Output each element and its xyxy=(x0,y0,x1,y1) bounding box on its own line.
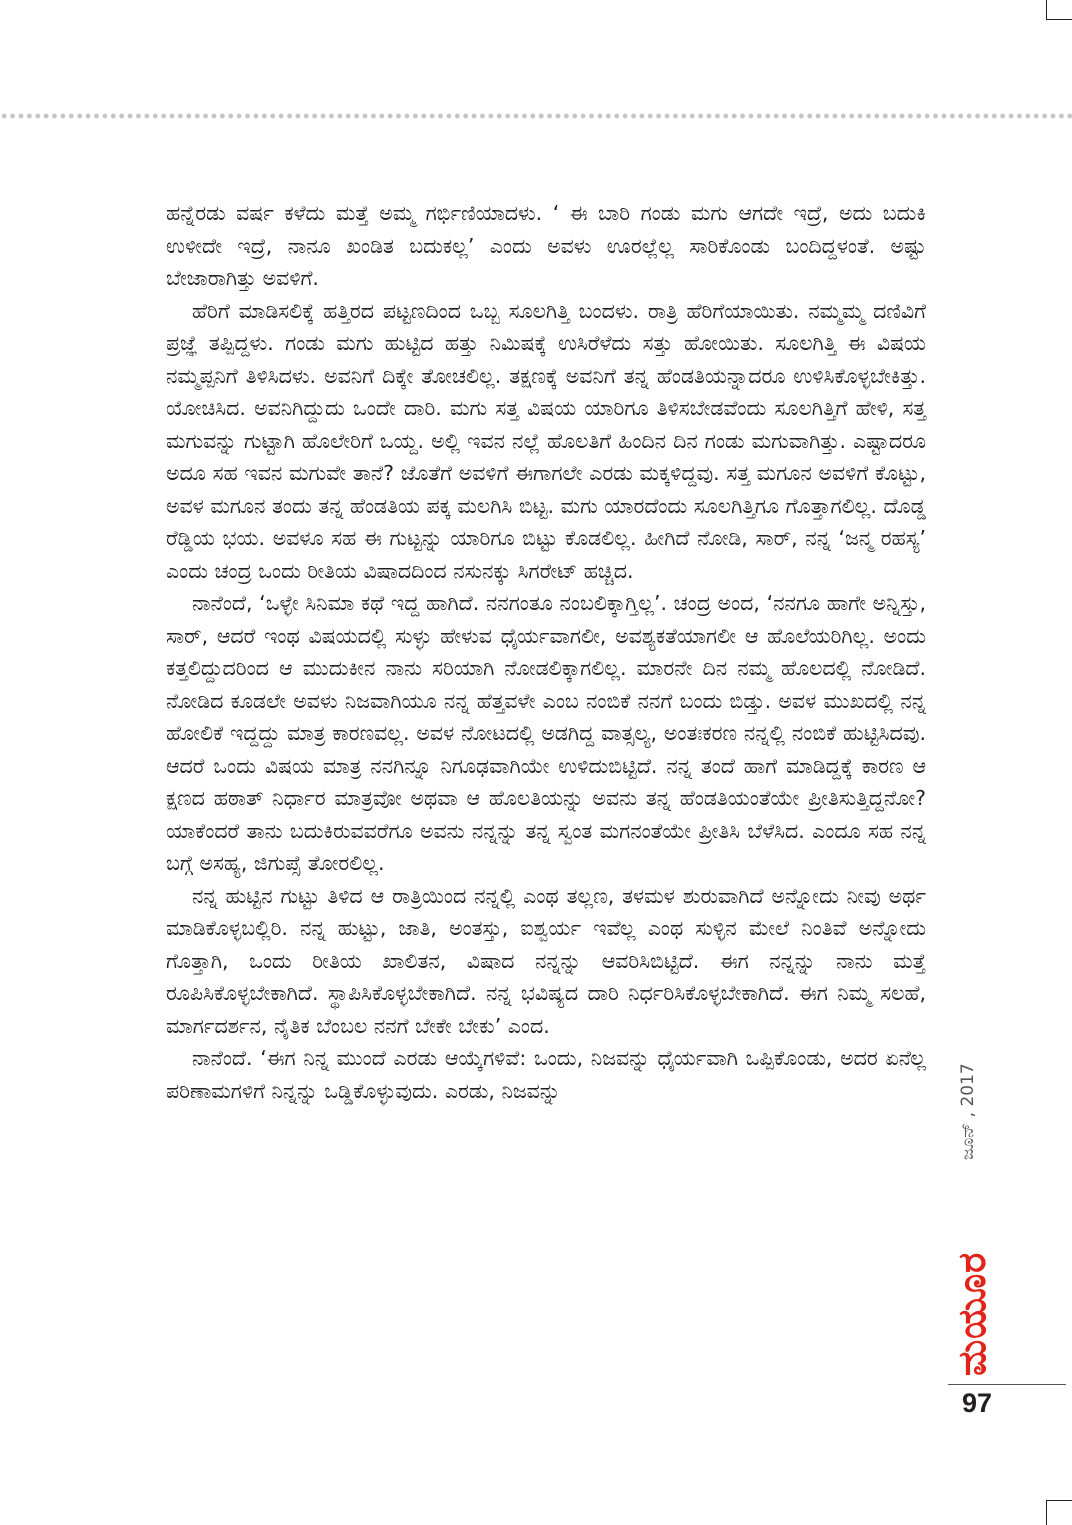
paragraph: ನನ್ನ ಹುಟ್ಟಿನ ಗುಟ್ಟು ತಿಳಿದ ಆ ರಾತ್ರಿಯಿಂದ ನನ್ನಲ್ಲಿ ಎಂಥ ತಲ್ಲಣ, ತಳಮಳ ಶುರುವಾಗಿದೆ ಅನ್ನೋದು ನೀವು ಅರ್ಥ ಮಾಡಿಕೊಳ್ಳಬಲ್ಲಿರಿ. ನನ್ನ ಹುಟ್ಟು, ಜಾತಿ, ಅಂತಸ್ತು, ಐಶ್ವರ್ಯ ಇವೆಲ್ಲ ಎಂಥ ಸುಳ್ಳಿನ ಮೇಲೆ ನಿಂತಿವೆ ಅನ್ನೋದು ಗೊತ್ತಾಗಿ, ಒಂದು ರೀತಿಯ ಖಾಲಿತನ, ವಿಷಾದ ನನ್ನನ್ನು ಆವರಿಸಿಬಿಟ್ಟಿದೆ. ಈಗ ನನ್ನನ್ನು ನಾನು ಮತ್ತೆ ರೂಪಿಸಿಕೊಳ್ಳಬೇಕಾಗಿದೆ. ಸ್ಥಾಪಿಸಿಕೊಳ್ಳಬೇಕಾಗಿದೆ. ನನ್ನ ಭವಿಷ್ಯದ ದಾರಿ ನಿರ್ಧರಿಸಿಕೊಳ್ಳಬೇಕಾಗಿದೆ. ಈಗ ನಿಮ್ಮ ಸಲಹೆ, ಮಾರ್ಗದರ್ಶನ, ನೈತಿಕ ಬೆಂಬಲ ನನಗೆ ಬೇಕೇ ಬೇಕು’ ಎಂದ. xyxy=(166,883,926,1038)
crop-mark-bottom-horizontal xyxy=(1046,1500,1072,1501)
issue-date: ಜೂನ್ , 2017 xyxy=(958,1063,978,1160)
paragraph: ಹನ್ನೆರಡು ವರ್ಷ ಕಳೆದು ಮತ್ತೆ ಅಮ್ಮ ಗರ್ಭಿಣಿಯಾದಳು. ‘ ಈ ಬಾರಿ ಗಂಡು ಮಗು ಆಗದೇ ಇದ್ರೆ, ಅದು ಬದುಕಿ ಉಳೀದೇ ಇದ್ರೆ, ನಾನೂ ಖಂಡಿತ ಬದುಕಲ್ಲ’ ಎಂದು ಅವಳು ಊರಲ್ಲೆಲ್ಲ ಸಾರಿಕೊಂಡು ಬಂದಿದ್ದಳಂತೆ. ಅಷ್ಟು ಬೇಜಾರಾಗಿತ್ತು ಅವಳಿಗೆ. xyxy=(166,201,926,290)
dotted-header-rule xyxy=(0,112,1072,120)
paragraph: ಹೆರಿಗೆ ಮಾಡಿಸಲಿಕ್ಕೆ ಹತ್ತಿರದ ಪಟ್ಟಣದಿಂದ ಒಬ್ಬ ಸೂಲಗಿತ್ತಿ ಬಂದಳು. ರಾತ್ರಿ ಹೆರಿಗೆಯಾಯಿತು. ನಮ್ಮಮ್ಮ ದಣಿವಿಗೆ ಪ್ರಜ್ಞೆ ತಪ್ಪಿದ್ದಳು. ಗಂಡು ಮಗು ಹುಟ್ಟಿದ ಹತ್ತು ನಿಮಿಷಕ್ಕೆ ಉಸಿರೆಳೆದು ಸತ್ತು ಹೋಯಿತು. ಸೂಲಗಿತ್ತಿ ಈ ವಿಷಯ ನಮ್ಮಪ್ಪನಿಗೆ ತಿಳಿಸಿದಳು. ಅವನಿಗೆ ದಿಕ್ಕೇ ತೋಚಲಿಲ್ಲ. ತಕ್ಷಣಕ್ಕೆ ಅವನಿಗೆ ತನ್ನ ಹೆಂಡತಿಯನ್ನಾದರೂ ಉಳಿಸಿಕೊಳ್ಳಬೇಕಿತ್ತು. ಯೋಚಿಸಿದ. ಅವನಿಗಿದ್ದುದು ಒಂದೇ ದಾರಿ. ಮಗು ಸತ್ತ ವಿಷಯ ಯಾರಿಗೂ ತಿಳಿಸಬೇಡವೆಂದು ಸೂಲಗಿತ್ತಿಗೆ ಹೇಳಿ, ಸತ್ತ ಮಗುವನ್ನು ಗುಟ್ಟಾಗಿ ಹೊಲೇರಿಗೆ ಒಯ್ದ. ಅಲ್ಲಿ ಇವನ ನಲ್ಲೆ ಹೊಲತಿಗೆ ಹಿಂದಿನ ದಿನ ಗಂಡು ಮಗುವಾಗಿತ್ತು. ಎಷ್ಟಾದರೂ ಅದೂ ಸಹ ಇವನ ಮಗುವೇ ತಾನೆ? ಜೊತೆಗೆ ಅವಳಿಗೆ ಈಗಾಗಲೇ ಎರಡು ಮಕ್ಕಳಿದ್ದವು. ಸತ್ತ ಮಗೂನ ಅವಳಿಗೆ ಕೊಟ್ಟು, ಅವಳ ಮಗೂನ ತಂದು ತನ್ನ ಹೆಂಡತಿಯ ಪಕ್ಕ ಮಲಗಿಸಿ ಬಿಟ್ಟ. ಮಗು ಯಾರದೆಂದು ಸೂಲಗಿತ್ತಿಗೂ ಗೊತ್ತಾಗಲಿಲ್ಲ. ದೊಡ್ಡ ರೆಡ್ಡಿಯ ಭಯ. ಅವಳೂ ಸಹ ಈ ಗುಟ್ಟನ್ನು ಯಾರಿಗೂ ಬಿಟ್ಟು ಕೊಡಲಿಲ್ಲ. ಹೀಗಿದೆ ನೋಡಿ, ಸಾರ್, ನನ್ನ ‘ಜನ್ಮ ರಹಸ್ಯ’ ಎಂದು ಚಂದ್ರ ಒಂದು ರೀತಿಯ ವಿಷಾದದಿಂದ ನಸುನಕ್ಕು ಸಿಗರೇಟ್ ಹಚ್ಚಿದ. xyxy=(166,298,926,583)
paragraph: ನಾನೆಂದೆ. ‘ಈಗ ನಿನ್ನ ಮುಂದೆ ಎರಡು ಆಯ್ಕೆಗಳಿವೆ: ಒಂದು, ನಿಜವನ್ನು ಧೈರ್ಯವಾಗಿ ಒಪ್ಪಿಕೊಂಡು, ಅದರ ಏನೆಲ್ಲ ಪರಿಣಾಮಗಳಿಗೆ ನಿನ್ನನ್ನು ಒಡ್ಡಿಕೊಳ್ಳುವುದು. ಎರಡು, ನಿಜವನ್ನು xyxy=(166,1046,926,1103)
article-body xyxy=(166,197,926,1107)
crop-mark-bottom xyxy=(1046,1500,1047,1525)
magazine-logo: ಮಯೂರ xyxy=(950,1251,994,1376)
page-number: 97 xyxy=(962,1388,993,1418)
crop-mark-top-horizontal xyxy=(1046,19,1072,20)
footer-rule xyxy=(948,1384,1066,1385)
paragraph: ನಾನೆಂದೆ, ‘ಒಳ್ಳೇ ಸಿನಿಮಾ ಕಥೆ ಇದ್ದ ಹಾಗಿದೆ. ನನಗಂತೂ ನಂಬಲಿಕ್ಕಾಗ್ತಿಲ್ಲ’. ಚಂದ್ರ ಅಂದ, ‘ನನಗೂ ಹಾಗೇ ಅನ್ನಿಸ್ತು, ಸಾರ್, ಆದರೆ ಇಂಥ ವಿಷಯದಲ್ಲಿ ಸುಳ್ಳು ಹೇಳುವ ಧೈರ್ಯವಾಗಲೀ, ಅವಶ್ಯಕತೆಯಾಗಲೀ ಆ ಹೊಲೆಯರಿಗಿಲ್ಲ. ಅಂದು ಕತ್ತಲಿದ್ದುದರಿಂದ ಆ ಮುದುಕೀನ ನಾನು ಸರಿಯಾಗಿ ನೋಡಲಿಕ್ಕಾಗಲಿಲ್ಲ. ಮಾರನೇ ದಿನ ನಮ್ಮ ಹೊಲದಲ್ಲಿ ನೋಡಿದೆ. ನೋಡಿದ ಕೂಡಲೇ ಅವಳು ನಿಜವಾಗಿಯೂ ನನ್ನ ಹೆತ್ತವಳೇ ಎಂಬ ನಂಬಿಕೆ ನನಗೆ ಬಂದು ಬಿಡ್ತು. ಅವಳ ಮುಖದಲ್ಲಿ ನನ್ನ ಹೋಲಿಕೆ ಇದ್ದದ್ದು ಮಾತ್ರ ಕಾರಣವಲ್ಲ. ಅವಳ ನೋಟದಲ್ಲಿ ಅಡಗಿದ್ದ ವಾತ್ಸಲ್ಯ, ಅಂತಃಕರಣ ನನ್ನಲ್ಲಿ ನಂಬಿಕೆ ಹುಟ್ಟಿಸಿದವು. ಆದರೆ ಒಂದು ವಿಷಯ ಮಾತ್ರ ನನಗಿನ್ನೂ ನಿಗೂಢವಾಗಿಯೇ ಉಳಿದುಬಿಟ್ಟಿದೆ. ನನ್ನ ತಂದೆ ಹಾಗೆ ಮಾಡಿದ್ದಕ್ಕೆ ಕಾರಣ ಆ ಕ್ಷಣದ ಹಠಾತ್ ನಿರ್ಧಾರ ಮಾತ್ರವೋ ಅಥವಾ ಆ ಹೊಲತಿಯನ್ನು ಅವನು ತನ್ನ ಹೆಂಡತಿಯಂತೆಯೇ ಪ್ರೀತಿಸುತ್ತಿದ್ದನೋ? ಯಾಕೆಂದರೆ ತಾನು ಬದುಕಿರುವವರೆಗೂ ಅವನು ನನ್ನನ್ನು ತನ್ನ ಸ್ವಂತ ಮಗನಂತೆಯೇ ಪ್ರೀತಿಸಿ ಬೆಳೆಸಿದ. ಎಂದೂ ಸಹ ನನ್ನ ಬಗ್ಗೆ ಅಸಹ್ಯ, ಜಿಗುಪ್ಸೆ ತೋರಲಿಲ್ಲ. xyxy=(166,591,926,875)
crop-mark-top xyxy=(1046,0,1047,20)
